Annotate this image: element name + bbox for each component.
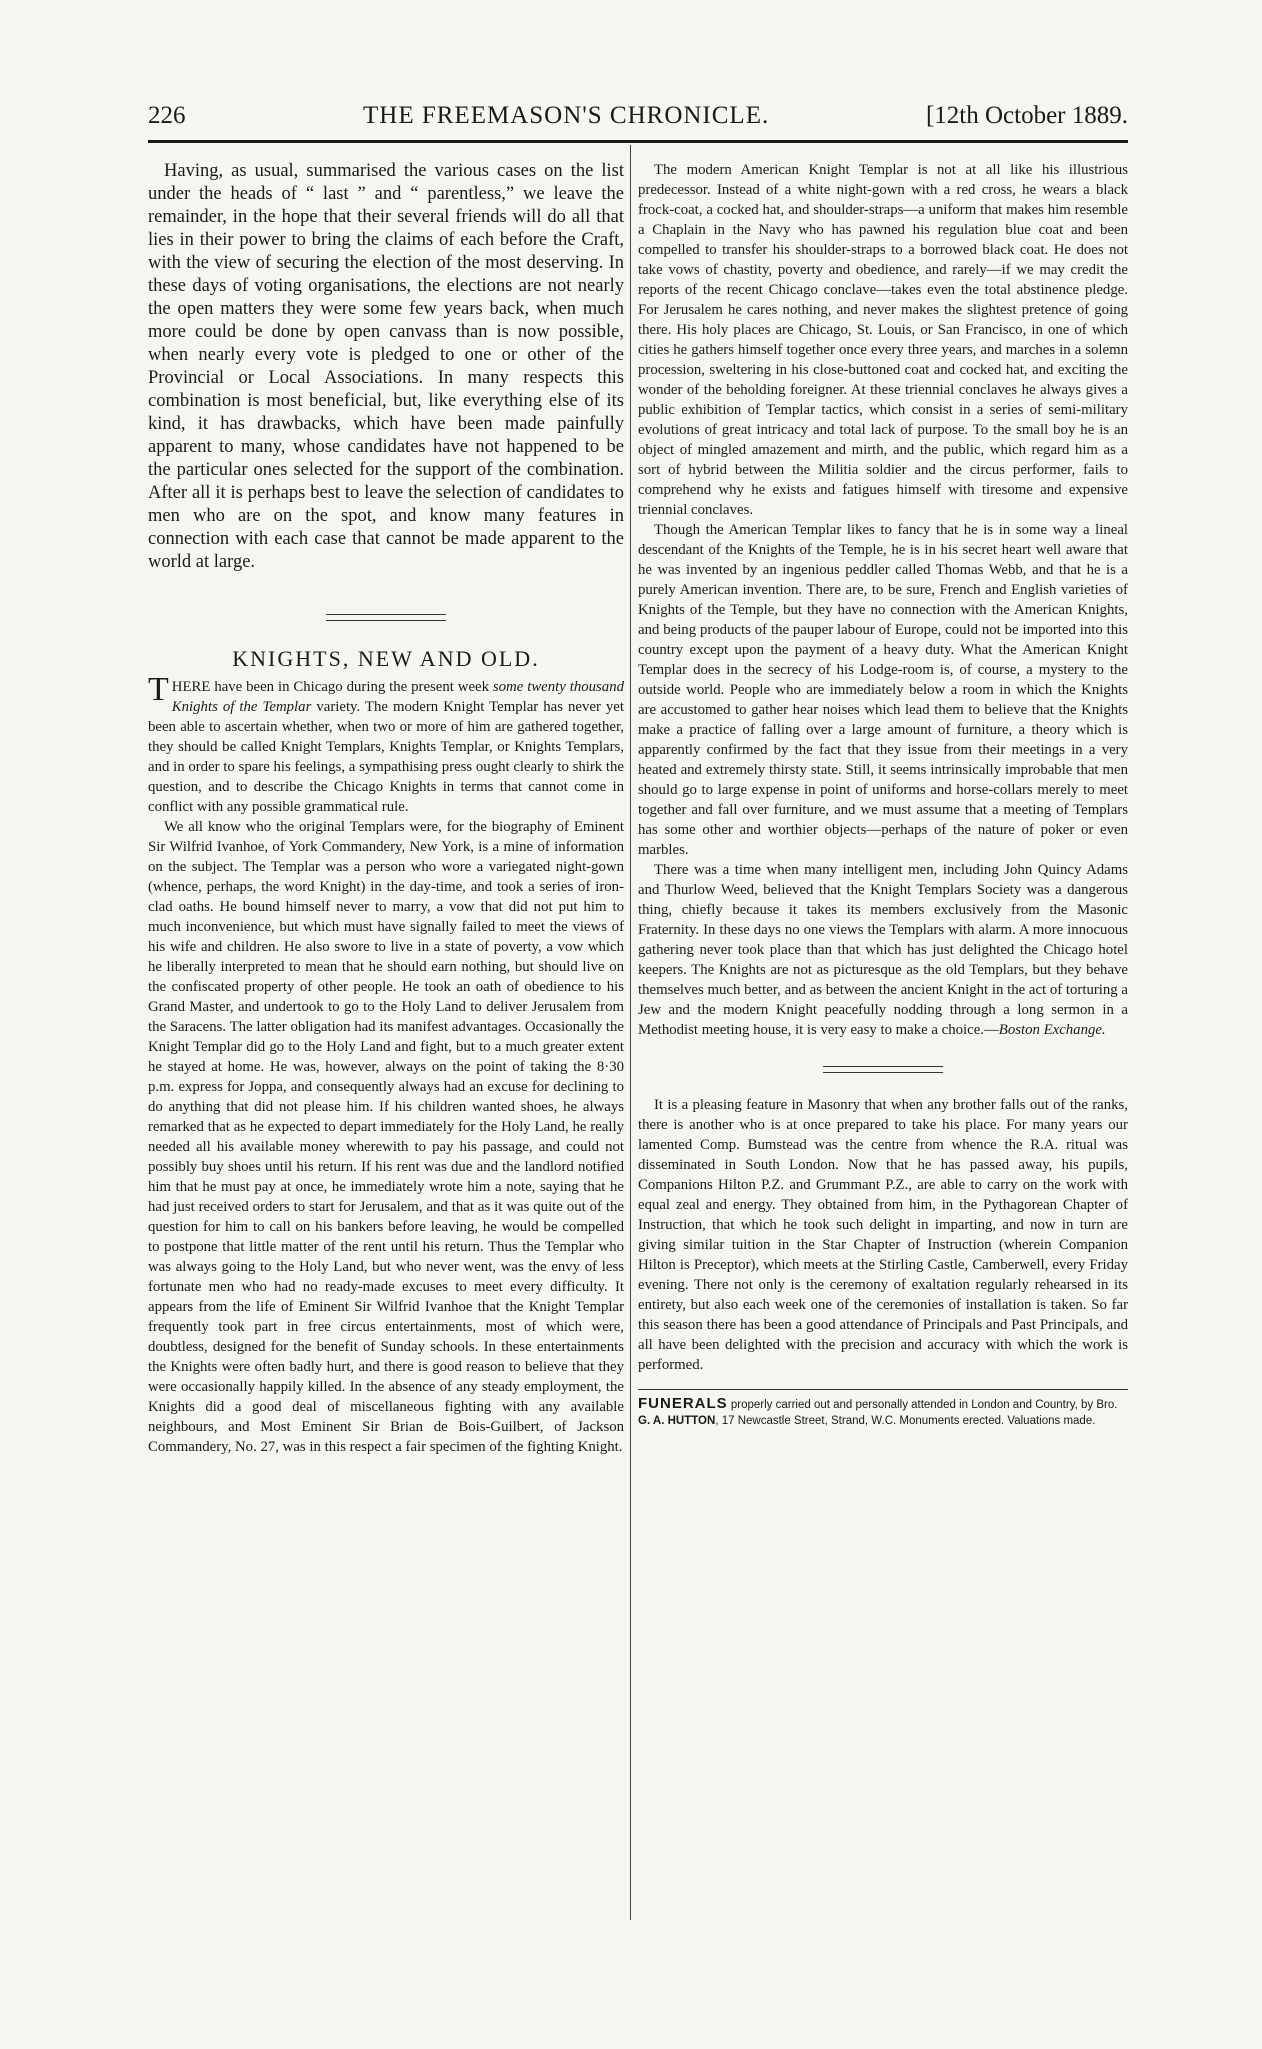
issue-date: [12th October 1889. [925, 102, 1128, 129]
column-divider [630, 145, 631, 1920]
drop-cap: T [148, 671, 169, 708]
section-rule [326, 614, 446, 621]
funerals-advert: FUNERALS properly carried out and personally attended in London and Country, by Bro. G. A. HUTTON, 17 Newcastle Street, Strand, W.C. Monuments erected. Valuations made. [638, 1389, 1128, 1429]
right-column [638, 160, 1128, 1429]
election-paragraph: Having, as usual, summarised the various cases on the list under the heads of “ last ” and “ parentless,” we leave the remainder, in the hope that their several friends will do all that lies in their power to bring the claims of each before the Craft, with the view of securing the election of the most deserving. In these days of voting organisations, the elections are not nearly the open matters they were some few years back, when much more could be done by open canvass than is now possible, when nearly every vote is pledged to one or other of the Provincial or Local Associations. In many respects this combination is most beneficial, but, like everything else of its kind, it has drawbacks, which have been made painfully apparent to many, whose candidates have not happened to be the particular ones selected for the support of the combination. After all it is perhaps best to leave the selection of candidates to men who are on the spot, and know many features in connection with each case that cannot be made apparent to the world at large. [148, 161, 624, 572]
article-paragraph-2: We all know who the original Templars were, for the biography of Eminent Sir Wilfrid Ivanhoe, of York Commandery, New York, is a mine of information on the subject. The Templar was a person who wore a variegated night-gown (whence, perhaps, the word Knight) in the day-time, and took a series of iron-clad oaths. He bound himself never to marry, a vow that did not put him to much inconvenience, but which must have signally failed to meet the views of his wife and children. He also swore to live in a state of poverty, a vow which he liberally interpreted to mean that he should earn nothing, but should live on the confiscated property of other people. He took an oath of obedience to his Grand Master, and undertook to go to the Holy Land to deliver Jerusalem from the Saracens. The latter obligation had its manifest advantages. Occasionally the Knight Templar did go to the Holy Land and fight, but to a much greater extent he stayed at home. He was, however, always on the point of taking the 8·30 p.m. express for Joppa, and consequently always had an excuse for declining to do anything that did not please him. If his children wanted shoes, he always remarked that as he expected to depart immediately for the Holy Land, he really needed all his available money wherewith to pay his passage, and could not possibly buy shoes until his return. If his rent was due and the landlord notified him that he must pay at once, he immediately wrote him a note, saying that he had just received orders to start for Jerusalem, and that as it was quite out of the question for him to call on his bankers before leaving, he would be compelled to postpone that little matter of the rent until his return. Thus the Templar who was always going to the Holy Land, but who never went, was the envy of less fortunate men who had no ready-made excuses to meet every difficulty. It appears from the life of Eminent Sir Wilfrid Ivanhoe that the Knight Templar frequently took part in free circus entertainments, most of which were, doubtless, designed for the benefit of Sunday schools. In these entertainments the Knights were often badly hurt, and there is good reason to believe that they were occasionally happily killed. In the absence of any steady employment, the Knights did a good deal of miscellaneous fighting with any available neighbours, and Most Eminent Sir Brian de Bois-Guilbert, of Jackson Commandery, No. 27, was in this respect a fair specimen of the fighting Knight. [148, 819, 624, 1455]
article-heading: KNIGHTS, NEW AND OLD. [232, 646, 540, 671]
page-number: 226 [148, 102, 186, 129]
masthead-title: THE FREEMASON'S CHRONICLE. [363, 102, 770, 129]
article-paragraph-3: The modern American Knight Templar is not at all like his illustrious predecessor. Instead of a white night-gown with a red cross, he wears a black frock-coat, a cocked hat, and shoulder-straps—a uniform that makes him resemble a Chaplain in the Navy who has pawned his regulation blue coat and been compelled to transfer his shoulder-straps to a borrowed black coat. He does not take vows of chastity, poverty and obedience, and rarely—if we may credit the reports of the recent Chicago conclave—takes even the total abstinence pledge. For Jerusalem he cares nothing, and never makes the slightest pretence of going there. His holy places are Chicago, St. Louis, or San Francisco, in one of which cities he gathers himself together once every three years, and marches in a solemn procession, sweltering in his close-buttoned coat and cocked hat, and exciting the wonder of the beholding foreigner. At these triennial conclaves he always gives a public exhibition of Templar tactics, which consist in a series of semi-military evolutions of great intricacy and total lack of purpose. To the small boy he is an object of mingled amazement and mirth, and the public, which regard him as a sort of hybrid between the Militia soldier and the circus performer, fails to comprehend why he exists and fatigues himself with tiresome and expensive triennial conclaves. [638, 162, 1128, 518]
article-paragraph-4: Though the American Templar likes to fancy that he is in some way a lineal descendant of the Knights of the Temple, he is in his secret heart well aware that he was invented by an ingenious peddler called Thomas Webb, and that he is a purely American invention. There are, to be sure, French and English varieties of Knights of the Temple, but they have no connection with the American Knights, and being products of the pauper labour of Europe, could not be imported into this country except upon the payment of a heavy duty. What the American Knight Templar does in the secrecy of his Lodge-room is, of course, a mystery to the outside world. People who are immediately below a room in which the Knights are accustomed to gather hear noises which lead them to believe that the Knights make a practice of falling over a large amount of furniture, a theory which is apparently confirmed by the fact that they issue from their meetings in a very heated and extremely thirsty state. Still, it seems intrinsically improbable that men should go to large expense in point of uniforms and horse-collars merely to meet together and fall over furniture, and we must assume that a meeting of Templars has some other and worthier objects—perhaps of the nature of poker or even marbles. [638, 522, 1128, 858]
section-rule-2 [823, 1066, 943, 1073]
chapter-paragraph: It is a pleasing feature in Masonry that when any brother falls out of the ranks, there is another who is at once prepared to take his place. For many years our lamented Comp. Bumstead was the centre from whence the R.A. ritual was disseminated in South London. Now that he has passed away, his pupils, Companions Hilton P.Z. and Grummant P.Z., are able to carry on the work with equal zeal and energy. They obtained from him, in the Pythagorean Chapter of Instruction, that which he took such delight in imparting, and now in turn are giving similar tuition in the Star Chapter of Instruction (wherein Companion Hilton is Preceptor), which meets at the Stirling Castle, Camberwell, every Friday evening. There not only is the ceremony of exaltation regularly rehearsed in its entirety, but also each week one of the ceremonies of installation is taken. So far this season there has been a good attendance of Principals and Past Principals, and all have been delighted with the precision and accuracy with which the work is performed. [638, 1097, 1128, 1373]
left-column [148, 160, 624, 1457]
article-paragraph-5: There was a time when many intelligent men, including John Quincy Adams and Thurlow Weed, believed that the Knight Templars Society was a dangerous thing, chiefly because it takes its members exclusively from the Masonic Fraternity. In these days no one views the Templars with alarm. A more innocuous gathering never took place than that which has just delighted the Chicago hotel keepers. The Knights are not as picturesque as the old Templars, but they behave themselves much better, and as between the ancient Knight in the act of torturing a Jew and the modern Knight peacefully nodding through a long sermon in a Methodist meeting house, it is very easy to make a choice.—Boston Exchange. [638, 862, 1128, 1038]
page-header [148, 100, 1128, 143]
article-paragraph-1: THERE have been in Chicago during the present week some twenty thousand Knights of the Templar variety. The modern Knight Templar has never yet been able to ascertain whether, when two or more of him are gathered together, they should be called Knight Templars, Knights Templar, or Knights Templars, and in order to spare his feelings, a sympathising press ought clearly to shirk the question, and to describe the Chicago Knights in terms that cannot come in conflict with any possible grammatical rule. [148, 671, 624, 815]
source-credit: Boston Exchange. [998, 1022, 1106, 1038]
